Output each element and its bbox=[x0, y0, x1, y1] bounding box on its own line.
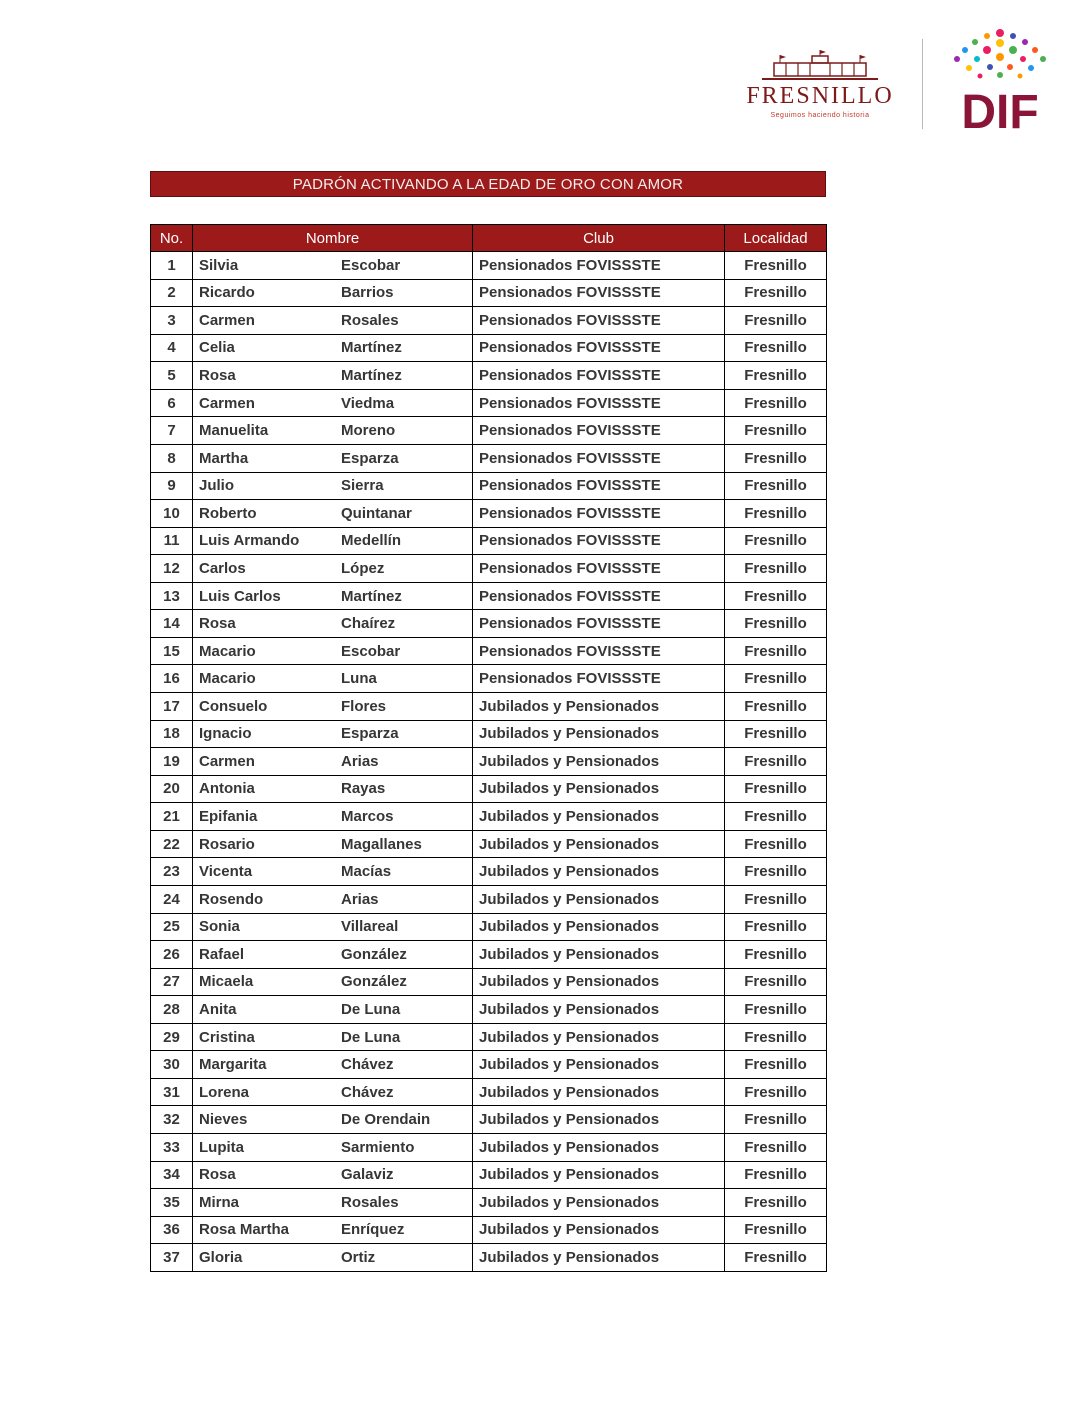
row-number-cell: 31 bbox=[151, 1078, 193, 1106]
last-name: Magallanes bbox=[341, 835, 422, 853]
nombre-cell bbox=[193, 252, 473, 280]
club-cell: Jubilados y Pensionados bbox=[473, 968, 725, 996]
row-number-cell: 24 bbox=[151, 885, 193, 913]
row-number-cell: 6 bbox=[151, 389, 193, 417]
first-name: Rosa Martha bbox=[199, 1221, 290, 1239]
dif-logo bbox=[945, 26, 1055, 141]
last-name: Viedma bbox=[341, 394, 395, 412]
localidad-cell: Fresnillo bbox=[725, 334, 827, 362]
table-row bbox=[151, 637, 827, 665]
localidad-cell: Fresnillo bbox=[725, 472, 827, 500]
table-row bbox=[151, 334, 827, 362]
last-name: Rayas bbox=[341, 780, 386, 798]
fresnillo-wordmark: FRESNILLO bbox=[746, 83, 894, 110]
last-name: González bbox=[341, 945, 407, 963]
club-cell: Jubilados y Pensionados bbox=[473, 1161, 725, 1189]
last-name: Arias bbox=[341, 752, 379, 770]
row-number-cell: 10 bbox=[151, 500, 193, 528]
dif-tree-icon bbox=[945, 26, 1055, 141]
club-cell: Jubilados y Pensionados bbox=[473, 1216, 725, 1244]
table-row bbox=[151, 996, 827, 1024]
nombre-cell bbox=[193, 444, 473, 472]
nombre-cell bbox=[193, 775, 473, 803]
page-header bbox=[740, 26, 1055, 141]
club-cell: Jubilados y Pensionados bbox=[473, 830, 725, 858]
nombre-cell bbox=[193, 610, 473, 638]
table-row bbox=[151, 472, 827, 500]
nombre-cell bbox=[193, 472, 473, 500]
club-cell: Pensionados FOVISSSTE bbox=[473, 307, 725, 335]
club-cell: Jubilados y Pensionados bbox=[473, 1078, 725, 1106]
table-row bbox=[151, 362, 827, 390]
localidad-cell: Fresnillo bbox=[725, 858, 827, 886]
last-name: Galaviz bbox=[341, 1166, 394, 1184]
last-name: Arias bbox=[341, 890, 379, 908]
page-title: PADRÓN ACTIVANDO A LA EDAD DE ORO CON AMOR bbox=[292, 175, 684, 193]
table-row bbox=[151, 941, 827, 969]
localidad-cell: Fresnillo bbox=[725, 500, 827, 528]
nombre-cell bbox=[193, 803, 473, 831]
first-name: Lupita bbox=[199, 1138, 244, 1156]
last-name: Chávez bbox=[341, 1083, 394, 1101]
localidad-cell: Fresnillo bbox=[725, 1216, 827, 1244]
header-no: No. bbox=[151, 225, 193, 252]
nombre-cell bbox=[193, 996, 473, 1024]
row-number-cell: 29 bbox=[151, 1023, 193, 1051]
localidad-cell: Fresnillo bbox=[725, 913, 827, 941]
table-row bbox=[151, 500, 827, 528]
nombre-cell bbox=[193, 279, 473, 307]
title-banner bbox=[150, 171, 826, 197]
nombre-cell bbox=[193, 1216, 473, 1244]
last-name: Barrios bbox=[341, 284, 394, 302]
last-name: Ortiz bbox=[341, 1249, 376, 1267]
first-name: Mirna bbox=[199, 1193, 240, 1211]
last-name: López bbox=[341, 559, 385, 577]
localidad-cell: Fresnillo bbox=[725, 444, 827, 472]
nombre-cell bbox=[193, 720, 473, 748]
localidad-cell: Fresnillo bbox=[725, 1134, 827, 1162]
nombre-cell bbox=[193, 858, 473, 886]
row-number-cell: 36 bbox=[151, 1216, 193, 1244]
club-cell: Pensionados FOVISSSTE bbox=[473, 334, 725, 362]
table-row bbox=[151, 693, 827, 721]
club-cell: Jubilados y Pensionados bbox=[473, 913, 725, 941]
row-number-cell: 34 bbox=[151, 1161, 193, 1189]
last-name: De Orendain bbox=[341, 1111, 431, 1129]
club-cell: Pensionados FOVISSSTE bbox=[473, 417, 725, 445]
localidad-cell: Fresnillo bbox=[725, 830, 827, 858]
localidad-cell: Fresnillo bbox=[725, 1161, 827, 1189]
first-name: Rosa bbox=[199, 615, 236, 633]
last-name: Chaírez bbox=[341, 615, 396, 633]
club-cell: Jubilados y Pensionados bbox=[473, 775, 725, 803]
last-name: Rosales bbox=[341, 311, 399, 329]
row-number-cell: 22 bbox=[151, 830, 193, 858]
last-name: Villareal bbox=[341, 918, 399, 936]
last-name: Sarmiento bbox=[341, 1138, 415, 1156]
table-row bbox=[151, 913, 827, 941]
club-cell: Pensionados FOVISSSTE bbox=[473, 582, 725, 610]
club-cell: Jubilados y Pensionados bbox=[473, 748, 725, 776]
nombre-cell bbox=[193, 1134, 473, 1162]
table-row bbox=[151, 1051, 827, 1079]
row-number-cell: 1 bbox=[151, 252, 193, 280]
nombre-cell bbox=[193, 555, 473, 583]
table-row bbox=[151, 444, 827, 472]
row-number-cell: 13 bbox=[151, 582, 193, 610]
row-number-cell: 16 bbox=[151, 665, 193, 693]
localidad-cell: Fresnillo bbox=[725, 252, 827, 280]
table-row bbox=[151, 1216, 827, 1244]
row-number-cell: 25 bbox=[151, 913, 193, 941]
row-number-cell: 21 bbox=[151, 803, 193, 831]
localidad-cell: Fresnillo bbox=[725, 693, 827, 721]
localidad-cell: Fresnillo bbox=[725, 720, 827, 748]
first-name: Antonia bbox=[199, 780, 255, 798]
localidad-cell: Fresnillo bbox=[725, 665, 827, 693]
nombre-cell bbox=[193, 637, 473, 665]
last-name: González bbox=[341, 973, 407, 991]
nombre-cell bbox=[193, 417, 473, 445]
club-cell: Jubilados y Pensionados bbox=[473, 803, 725, 831]
first-name: Macario bbox=[199, 670, 256, 688]
localidad-cell: Fresnillo bbox=[725, 1023, 827, 1051]
nombre-cell bbox=[193, 968, 473, 996]
row-number-cell: 30 bbox=[151, 1051, 193, 1079]
table-row bbox=[151, 858, 827, 886]
row-number-cell: 8 bbox=[151, 444, 193, 472]
club-cell: Pensionados FOVISSSTE bbox=[473, 472, 725, 500]
first-name: Nieves bbox=[199, 1111, 248, 1129]
nombre-cell bbox=[193, 830, 473, 858]
nombre-cell bbox=[193, 307, 473, 335]
first-name: Carmen bbox=[199, 394, 255, 412]
club-cell: Jubilados y Pensionados bbox=[473, 1189, 725, 1217]
table-header-row bbox=[151, 225, 827, 252]
first-name: Epifania bbox=[199, 808, 258, 826]
localidad-cell: Fresnillo bbox=[725, 555, 827, 583]
club-cell: Jubilados y Pensionados bbox=[473, 941, 725, 969]
first-name: Carmen bbox=[199, 752, 255, 770]
row-number-cell: 4 bbox=[151, 334, 193, 362]
first-name: Silvia bbox=[199, 256, 239, 274]
row-number-cell: 33 bbox=[151, 1134, 193, 1162]
last-name: Quintanar bbox=[341, 504, 412, 522]
row-number-cell: 5 bbox=[151, 362, 193, 390]
club-cell: Pensionados FOVISSSTE bbox=[473, 444, 725, 472]
club-cell: Jubilados y Pensionados bbox=[473, 1106, 725, 1134]
club-cell: Jubilados y Pensionados bbox=[473, 693, 725, 721]
nombre-cell bbox=[193, 1189, 473, 1217]
localidad-cell: Fresnillo bbox=[725, 1244, 827, 1272]
table-row bbox=[151, 610, 827, 638]
dif-wordmark: DIF bbox=[961, 86, 1039, 139]
localidad-cell: Fresnillo bbox=[725, 1189, 827, 1217]
row-number-cell: 20 bbox=[151, 775, 193, 803]
nombre-cell bbox=[193, 665, 473, 693]
last-name: Martínez bbox=[341, 367, 402, 385]
row-number-cell: 35 bbox=[151, 1189, 193, 1217]
localidad-cell: Fresnillo bbox=[725, 389, 827, 417]
row-number-cell: 27 bbox=[151, 968, 193, 996]
table-row bbox=[151, 527, 827, 555]
nombre-cell bbox=[193, 1078, 473, 1106]
first-name: Consuelo bbox=[199, 697, 268, 715]
last-name: Martínez bbox=[341, 339, 402, 357]
club-cell: Jubilados y Pensionados bbox=[473, 858, 725, 886]
table-row bbox=[151, 1161, 827, 1189]
localidad-cell: Fresnillo bbox=[725, 775, 827, 803]
row-number-cell: 23 bbox=[151, 858, 193, 886]
row-number-cell: 37 bbox=[151, 1244, 193, 1272]
first-name: Micaela bbox=[199, 973, 254, 991]
fresnillo-tagline: Seguimos haciendo historia bbox=[770, 111, 870, 119]
last-name: Esparza bbox=[341, 725, 399, 743]
fresnillo-logo bbox=[740, 48, 900, 118]
localidad-cell: Fresnillo bbox=[725, 362, 827, 390]
nombre-cell bbox=[193, 1051, 473, 1079]
club-cell: Jubilados y Pensionados bbox=[473, 720, 725, 748]
table-row bbox=[151, 279, 827, 307]
localidad-cell: Fresnillo bbox=[725, 637, 827, 665]
localidad-cell: Fresnillo bbox=[725, 1078, 827, 1106]
last-name: De Luna bbox=[341, 1028, 401, 1046]
row-number-cell: 2 bbox=[151, 279, 193, 307]
table-row bbox=[151, 1078, 827, 1106]
first-name: Anita bbox=[199, 1000, 237, 1018]
club-cell: Pensionados FOVISSSTE bbox=[473, 527, 725, 555]
club-cell: Jubilados y Pensionados bbox=[473, 885, 725, 913]
table-row bbox=[151, 1189, 827, 1217]
nombre-cell bbox=[193, 885, 473, 913]
last-name: Marcos bbox=[341, 808, 394, 826]
row-number-cell: 17 bbox=[151, 693, 193, 721]
first-name: Rosa bbox=[199, 1166, 236, 1184]
localidad-cell: Fresnillo bbox=[725, 996, 827, 1024]
localidad-cell: Fresnillo bbox=[725, 1106, 827, 1134]
nombre-cell bbox=[193, 941, 473, 969]
club-cell: Pensionados FOVISSSTE bbox=[473, 555, 725, 583]
localidad-cell: Fresnillo bbox=[725, 968, 827, 996]
nombre-cell bbox=[193, 334, 473, 362]
table-row bbox=[151, 885, 827, 913]
localidad-cell: Fresnillo bbox=[725, 885, 827, 913]
nombre-cell bbox=[193, 748, 473, 776]
first-name: Carmen bbox=[199, 311, 255, 329]
row-number-cell: 7 bbox=[151, 417, 193, 445]
last-name: De Luna bbox=[341, 1000, 401, 1018]
first-name: Margarita bbox=[199, 1056, 267, 1074]
last-name: Chávez bbox=[341, 1056, 394, 1074]
last-name: Rosales bbox=[341, 1193, 399, 1211]
table-row bbox=[151, 720, 827, 748]
last-name: Martínez bbox=[341, 587, 402, 605]
table-row bbox=[151, 1023, 827, 1051]
last-name: Escobar bbox=[341, 642, 401, 660]
row-number-cell: 3 bbox=[151, 307, 193, 335]
row-number-cell: 15 bbox=[151, 637, 193, 665]
last-name: Flores bbox=[341, 697, 387, 715]
nombre-cell bbox=[193, 1023, 473, 1051]
localidad-cell: Fresnillo bbox=[725, 748, 827, 776]
table-row bbox=[151, 307, 827, 335]
row-number-cell: 26 bbox=[151, 941, 193, 969]
table-row bbox=[151, 417, 827, 445]
table-row bbox=[151, 830, 827, 858]
table-row bbox=[151, 748, 827, 776]
first-name: Rosa bbox=[199, 367, 236, 385]
last-name: Moreno bbox=[341, 422, 396, 440]
first-name: Macario bbox=[199, 642, 256, 660]
last-name: Escobar bbox=[341, 256, 401, 274]
table-row bbox=[151, 968, 827, 996]
localidad-cell: Fresnillo bbox=[725, 279, 827, 307]
row-number-cell: 14 bbox=[151, 610, 193, 638]
localidad-cell: Fresnillo bbox=[725, 610, 827, 638]
nombre-cell bbox=[193, 1161, 473, 1189]
first-name: Carlos bbox=[199, 559, 246, 577]
table-row bbox=[151, 389, 827, 417]
localidad-cell: Fresnillo bbox=[725, 527, 827, 555]
header-club: Club bbox=[473, 225, 725, 252]
table-row bbox=[151, 803, 827, 831]
club-cell: Jubilados y Pensionados bbox=[473, 1134, 725, 1162]
table-row bbox=[151, 1134, 827, 1162]
last-name: Enríquez bbox=[341, 1221, 405, 1239]
club-cell: Pensionados FOVISSSTE bbox=[473, 252, 725, 280]
row-number-cell: 9 bbox=[151, 472, 193, 500]
club-cell: Pensionados FOVISSSTE bbox=[473, 665, 725, 693]
club-cell: Jubilados y Pensionados bbox=[473, 996, 725, 1024]
logo-divider bbox=[922, 39, 923, 129]
nombre-cell bbox=[193, 1244, 473, 1272]
nombre-cell bbox=[193, 1106, 473, 1134]
club-cell: Jubilados y Pensionados bbox=[473, 1051, 725, 1079]
first-name: Ignacio bbox=[199, 725, 252, 743]
table-row bbox=[151, 665, 827, 693]
first-name: Sonia bbox=[199, 918, 240, 936]
last-name: Medellín bbox=[341, 532, 402, 550]
roster-table bbox=[150, 224, 827, 1272]
nombre-cell bbox=[193, 389, 473, 417]
table-row bbox=[151, 1244, 827, 1272]
row-number-cell: 32 bbox=[151, 1106, 193, 1134]
first-name: Julio bbox=[199, 477, 235, 495]
table-row bbox=[151, 252, 827, 280]
club-cell: Pensionados FOVISSSTE bbox=[473, 279, 725, 307]
table-row bbox=[151, 775, 827, 803]
nombre-cell bbox=[193, 693, 473, 721]
last-name: Esparza bbox=[341, 449, 399, 467]
first-name: Rosendo bbox=[199, 890, 264, 908]
first-name: Celia bbox=[199, 339, 235, 357]
nombre-cell bbox=[193, 527, 473, 555]
table-row bbox=[151, 582, 827, 610]
first-name: Rosario bbox=[199, 835, 255, 853]
localidad-cell: Fresnillo bbox=[725, 417, 827, 445]
nombre-cell bbox=[193, 913, 473, 941]
row-number-cell: 12 bbox=[151, 555, 193, 583]
localidad-cell: Fresnillo bbox=[725, 582, 827, 610]
localidad-cell: Fresnillo bbox=[725, 941, 827, 969]
club-cell: Pensionados FOVISSSTE bbox=[473, 362, 725, 390]
last-name: Luna bbox=[341, 670, 377, 688]
row-number-cell: 19 bbox=[151, 748, 193, 776]
first-name: Ricardo bbox=[199, 284, 255, 302]
nombre-cell bbox=[193, 362, 473, 390]
club-cell: Pensionados FOVISSSTE bbox=[473, 610, 725, 638]
row-number-cell: 18 bbox=[151, 720, 193, 748]
club-cell: Jubilados y Pensionados bbox=[473, 1023, 725, 1051]
first-name: Rafael bbox=[199, 945, 245, 963]
localidad-cell: Fresnillo bbox=[725, 1051, 827, 1079]
first-name: Luis Carlos bbox=[199, 587, 281, 605]
first-name: Luis Armando bbox=[199, 532, 300, 550]
first-name: Cristina bbox=[199, 1028, 255, 1046]
header-localidad: Localidad bbox=[725, 225, 827, 252]
nombre-cell bbox=[193, 582, 473, 610]
club-cell: Pensionados FOVISSSTE bbox=[473, 500, 725, 528]
table-row bbox=[151, 555, 827, 583]
localidad-cell: Fresnillo bbox=[725, 803, 827, 831]
header-nombre: Nombre bbox=[193, 225, 473, 252]
localidad-cell: Fresnillo bbox=[725, 307, 827, 335]
table-row bbox=[151, 1106, 827, 1134]
row-number-cell: 28 bbox=[151, 996, 193, 1024]
first-name: Vicenta bbox=[199, 863, 253, 881]
first-name: Martha bbox=[199, 449, 249, 467]
last-name: Macías bbox=[341, 863, 392, 881]
row-number-cell: 11 bbox=[151, 527, 193, 555]
table-body bbox=[151, 252, 827, 1272]
first-name: Lorena bbox=[199, 1083, 250, 1101]
first-name: Gloria bbox=[199, 1249, 243, 1267]
first-name: Roberto bbox=[199, 504, 257, 522]
nombre-cell bbox=[193, 500, 473, 528]
last-name: Sierra bbox=[341, 477, 384, 495]
club-cell: Pensionados FOVISSSTE bbox=[473, 389, 725, 417]
club-cell: Pensionados FOVISSSTE bbox=[473, 637, 725, 665]
first-name: Manuelita bbox=[199, 422, 269, 440]
club-cell: Jubilados y Pensionados bbox=[473, 1244, 725, 1272]
fresnillo-building-icon bbox=[760, 48, 880, 82]
